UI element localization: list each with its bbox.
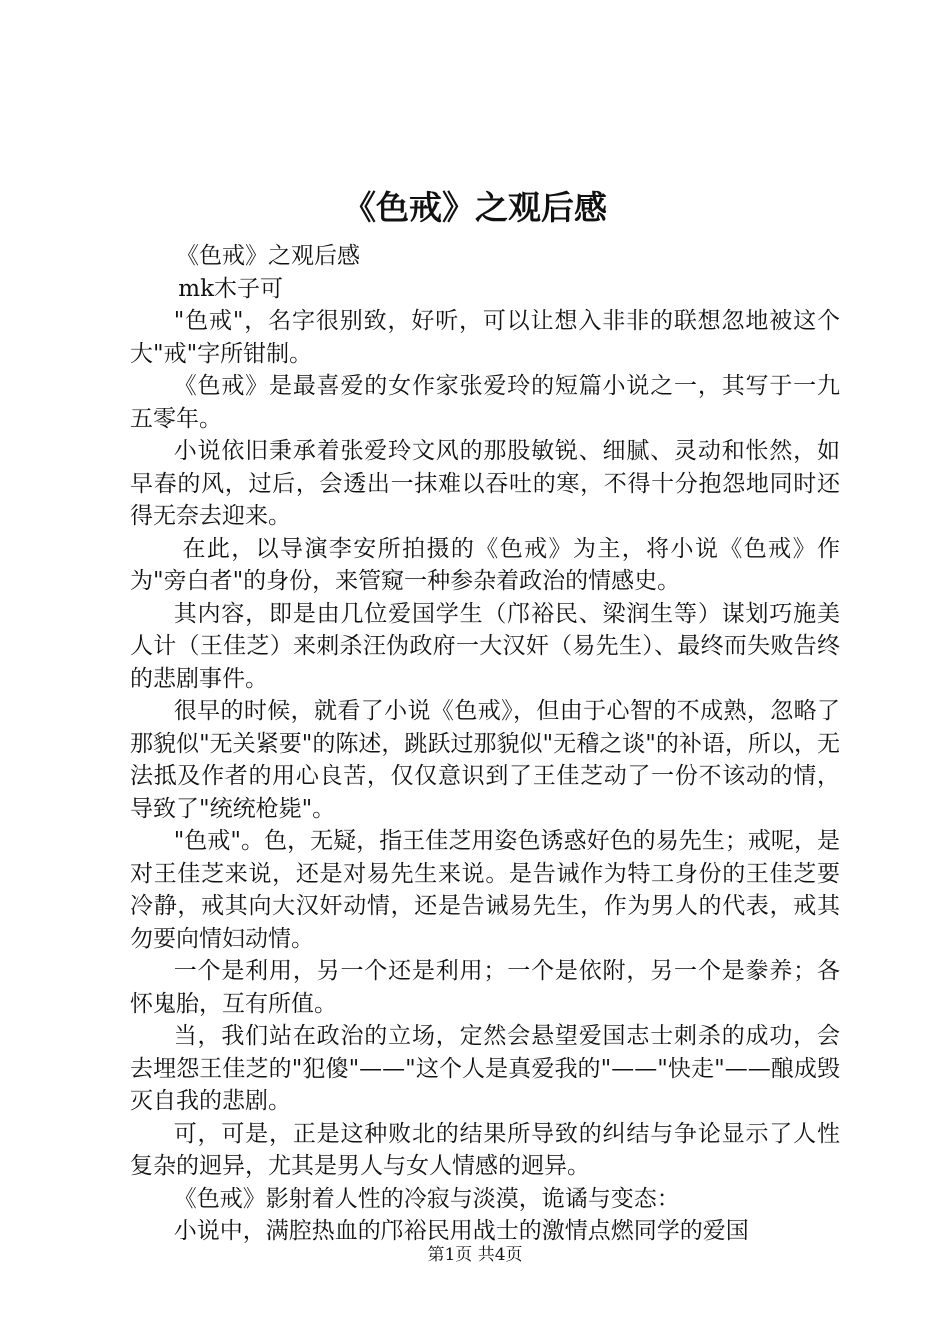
author-line: mk木子可 xyxy=(178,275,284,302)
paragraph: 很早的时候，就看了小说《色戒》，但由于心智的不成熟，忽略了那貌似"无关紧要"的陈述，跳跃过那貌似"无稽之谈"的补语，所以，无法抵及作者的用心良苦，仅仅意识到了王佳芝动了一份不该动的情，导致了"统统枪毙"。 xyxy=(130,698,840,822)
paragraph: 小说依旧秉承着张爱玲文风的那股敏锐、细腻、灵动和怅然，如早春的风，过后，会透出一抹难以吞吐的寒，不得十分抱怨地同时还得无奈去迎来。 xyxy=(130,438,840,529)
paragraph: 《色戒》影射着人性的冷寂与淡漠，诡谲与变态： xyxy=(173,1185,680,1212)
paragraph: 一个是利用，另一个还是利用；一个是依附，另一个是豢养；各怀鬼胎，互有所值。 xyxy=(130,958,840,1017)
subtitle-line: 《色戒》之观后感 xyxy=(176,243,360,269)
page-title: 《色戒》之观后感 xyxy=(343,188,607,227)
paragraph: 当，我们站在政治的立场，定然会悬望爱国志士刺杀的成功，会去埋怨王佳芝的"犯傻"——"这个人是真爱我的"——"快走"——酿成毁灭自我的悲剧。 xyxy=(130,1023,840,1114)
document-body xyxy=(130,240,840,1248)
paragraph: 在此，以导演李安所拍摄的《色戒》为主，将小说《色戒》作为"旁白者"的身份，来管窥一种参杂着政治的情感史。 xyxy=(130,535,840,594)
paragraph: 其内容，即是由几位爱国学生（邝裕民、梁润生等）谋划巧施美人计（王佳芝）来刺杀汪伪政府一大汉奸（易先生）、最终而失败告终的悲剧事件。 xyxy=(130,600,840,692)
paragraph: "色戒"，名字很别致，好听，可以让想入非非的联想忽地被这个大"戒"字所钳制。 xyxy=(130,308,840,367)
paragraph: 可，可是，正是这种败北的结果所导致的纠结与争论显示了人性复杂的迥异，尤其是男人与女人情感的迥异。 xyxy=(130,1120,840,1179)
page-number-footer: 第1页 共4页 xyxy=(427,1245,523,1265)
paragraph: 《色戒》是最喜爱的女作家张爱玲的短篇小说之一，其写于一九五零年。 xyxy=(130,373,840,432)
paragraph: 小说中，满腔热血的邝裕民用战士的激情点燃同学的爱国 xyxy=(173,1218,749,1244)
paragraph: "色戒"。色，无疑，指王佳芝用姿色诱惑好色的易先生；戒呢，是对王佳芝来说，还是对易先生来说。是告诫作为特工身份的王佳芝要冷静，戒其向大汉奸动情，还是告诫易先生，作为男人的代表，戒其勿要向情妇动情。 xyxy=(130,828,840,952)
